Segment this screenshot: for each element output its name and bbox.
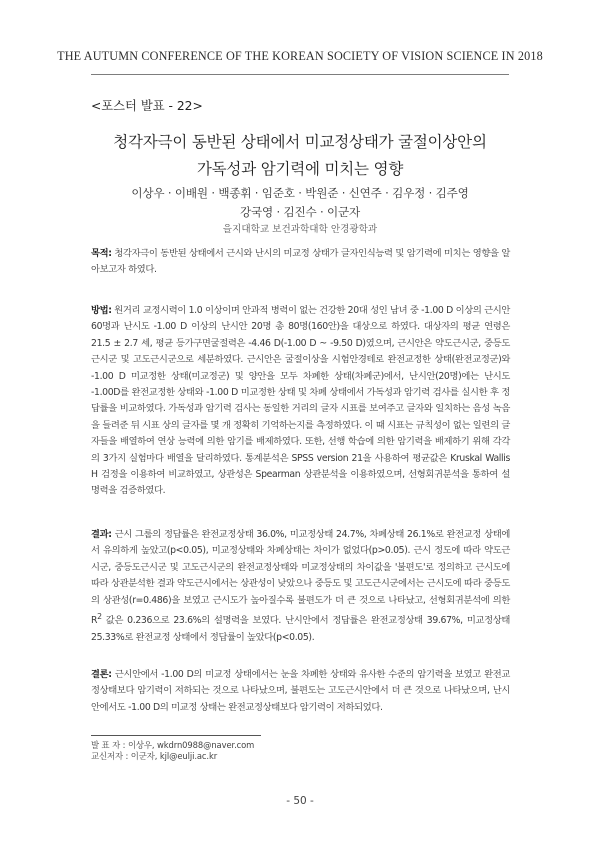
results-text-part-1: 근시 그룹의 정답률은 완전교정상태 36.0%, 미교정상태 24.7%, 차폐상태 26.1%로 완전교정 상태에서 유의하게 높았고(p<0.05), 미교정상태와 차폐상태는 차이가 없었다(p>0.05). 근시 정도에 따라 약도근시군, 중등도근시군 및 고도근시군의 완전교정상태와 미교정상태의 차이값을 '불편도'로 정의하고 근시도에 따라 상관분석한 결과 약도근시에서는 상관성이 낮았으나 중등도 및 고도근시군에서는 근시도에 따라 중등도의 상관성(r=0.486)을 보였고 근시도가 높아질수록 불편도가 더 큰 것으로 나타났고, 선형회귀분석에 의한 R	[91, 529, 510, 627]
results-text-part-2: 값은 0.236으로 23.6%의 설명력을 보였다. 난시안에서 정답률은 완전교정상태 39.67%, 미교정상태 25.33%로 완전교정 상태에서 정답률이 높았다(p<0.05).	[91, 615, 510, 643]
page-number: - 50 -	[286, 795, 314, 807]
title-line-1: 청각자극이 동반된 상태에서 미교정상태가 굴절이상안의	[113, 133, 487, 151]
title-line-2: 가독성과 암기력에 미치는 영향	[196, 160, 404, 178]
poster-number: <포스터 발표 - 22>	[91, 99, 203, 113]
affiliation: 을지대학교 보건과학대학 안경광학과	[222, 224, 378, 235]
footnote-divider	[91, 735, 261, 736]
conclusion-text: 근시안에서 -1.00 D의 미교정 상태에서는 눈을 차폐한 상태와 유사한 수준의 암기력을 보였고 완전교정상태보다 암기력이 저하되는 것으로 나타났으며, 불편도는 고도근시안에서 더 큰 것으로 나타났으며, 난시안에서도 -1.00 D의 미교정 상태는 완전교정상태보다 암기력이 저하되었다.	[91, 669, 510, 713]
results-label: 결과:	[91, 529, 112, 540]
authors-line-1: 이상우 · 이배원 · 백종휘 · 임준호 · 박원준 · 신연주 · 김우정 · 김주영	[131, 186, 469, 200]
r-squared-superscript: 2	[97, 612, 102, 622]
objective-paragraph	[91, 246, 510, 279]
results-paragraph	[91, 527, 510, 646]
conference-header: THE AUTUMN CONFERENCE OF THE KOREAN SOCIETY OF VISION SCIENCE IN 2018	[57, 49, 543, 63]
objective-text: 청각자극이 동반된 상태에서 근시와 난시의 미교정 상태가 글자인식능력 및 암기력에 미치는 영향을 알아보고자 하였다.	[91, 248, 510, 276]
objective-label: 목적:	[91, 248, 112, 259]
corresponding-author-footnote: 교신저자 : 이군자, kjl@eulji.ac.kr	[91, 751, 218, 761]
methods-label: 방법:	[91, 305, 112, 316]
presenter-footnote: 발 표 자 : 이상우, wkdrn0988@naver.com	[91, 740, 255, 750]
authors-line-2: 강국영 · 김진수 · 이군자	[240, 205, 360, 219]
conclusion-paragraph	[91, 667, 510, 716]
methods-paragraph	[91, 303, 510, 500]
header-divider	[91, 74, 509, 75]
conclusion-label: 결론:	[91, 669, 112, 680]
methods-text: 원거리 교정시력이 1.0 이상이며 안과적 병력이 없는 건강한 20대 성인 남녀 중 -1.00 D 이상의 근시안 60명과 난시도 -1.00 D 이상의 난시안 20명 총 80명(160안)을 대상으로 하였다. 대상자의 평균 연령은 21.5 ± 2.7 세, 평균 등가구면굴절력은 -4.46 D(-1.00 D ~ -9.50 D)였으며, 근시안은 약도근시군, 중등도근시군 및 고도근시군으로 세분하였다. 근시안은 굴절이상을 시험안경테로 완전교정한 상태(완전교정군)와 -1.00 D 미교정한 상태(미교정군) 및 양안을 모두 차폐한 상태(차폐군)에서, 난시안(20명)에는 난시도 -1.00D를 완전교정한 상태와 -1.00 D 미교정한 상태 및 차폐 상태에서 가독성과 암기력 검사를 실시한 후 정답률을 비교하였다. 가독성과 암기력 검사는 동일한 거리의 글자 시표를 보여주고 글자와 일치하는 음성 녹음을 들려준 뒤 시표 상의 글자를 몇 개 정확히 기억하는지를 측정하였다. 이 때 시표는 규칙성이 없는 일련의 글자들을 배열하여 연상 능력에 의한 암기를 배제하였다. 또한, 선행 학습에 의한 암기력을 배제하기 위해 각각의 3가지 실험마다 배열을 달리하였다. 통계분석은 SPSS version 21을 사용하여 평균값은 Kruskal Wallis H 검정을 이용하여 비교하였고, 상관성은 Spearman 상관분석을 이용하였으며, 선형회귀분석을 통하여 설명력을 검증하였다.	[91, 305, 510, 497]
